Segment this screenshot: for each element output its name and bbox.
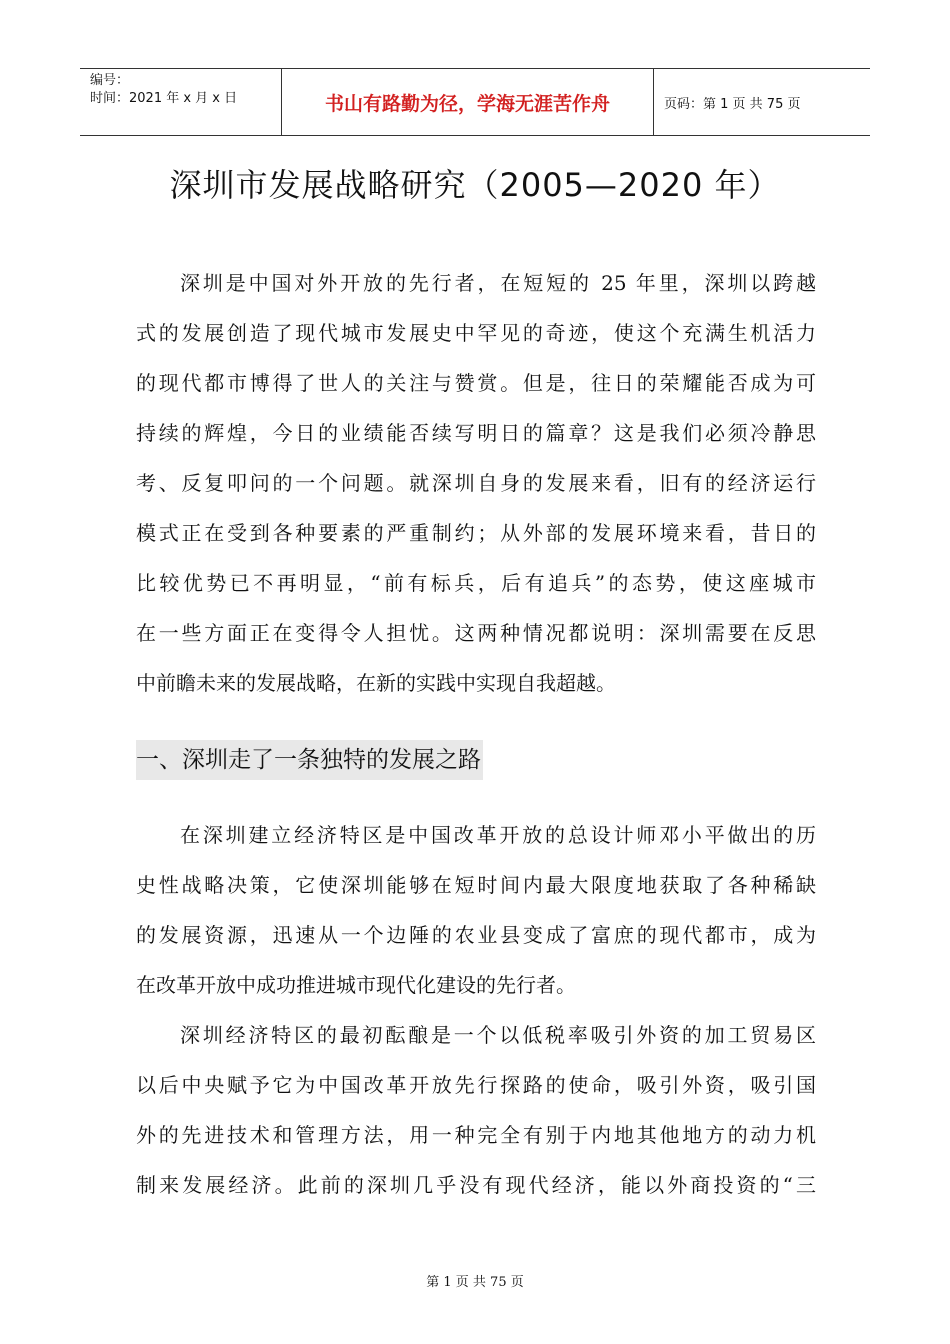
header-page-cell xyxy=(654,69,870,135)
paragraph-line: 式的发展创造了现代城市发展史中罕见的奇迹，使这个充满生机活力 xyxy=(136,321,816,345)
paragraph-line: 在一些方面正在变得令人担忧。这两种情况都说明：深圳需要在反思 xyxy=(136,621,816,645)
paragraph-line: 持续的辉煌，今日的业绩能否续写明日的篇章？这是我们必须冷静思 xyxy=(136,421,816,445)
paragraph-line: 深圳经济特区的最初酝酿是一个以低税率吸引外资的加工贸易区 xyxy=(180,1023,816,1047)
section-heading: 一、深圳走了一条独特的发展之路 xyxy=(136,740,483,780)
header-motto: 书山有路勤为径，学海无涯苦作舟 xyxy=(324,92,610,115)
paragraph-line: 考、反复叩问的一个问题。就深圳自身的发展来看，旧有的经济运行 xyxy=(136,471,816,495)
paragraph-line: 史性战略决策，它使深圳能够在短时间内最大限度地获取了各种稀缺 xyxy=(136,873,816,897)
intro-paragraph xyxy=(136,258,816,708)
paragraph-line: 制来发展经济。此前的深圳几乎没有现代经济，能以外商投资的“三 xyxy=(136,1173,816,1197)
paragraph-line: 深圳是中国对外开放的先行者，在短短的 25 年里，深圳以跨越 xyxy=(180,271,816,295)
section1-paragraph-1 xyxy=(136,810,816,1010)
paragraph-line: 在深圳建立经济特区是中国改革开放的总设计师邓小平做出的历 xyxy=(180,823,816,847)
document-title: 深圳市发展战略研究（2005—2020 年） xyxy=(169,166,781,204)
document-date-label: 时间：2021 年 x 月 x 日 xyxy=(90,91,238,106)
paragraph-line: 比较优势已不再明显，“前有标兵，后有追兵”的态势，使这座城市 xyxy=(136,571,816,595)
section1-paragraph-2 xyxy=(136,1010,816,1210)
paragraph-line: 以后中央赋予它为中国改革开放先行探路的使命，吸引外资，吸引国 xyxy=(136,1073,816,1097)
paragraph-line: 在改革开放中成功推进城市现代化建设的先行者。 xyxy=(136,973,576,997)
header-motto-cell xyxy=(282,69,654,135)
paragraph-line: 模式正在受到各种要素的严重制约；从外部的发展环境来看，昔日的 xyxy=(136,521,816,545)
document-number-label: 编号： xyxy=(90,73,130,88)
document-header xyxy=(80,68,870,136)
paragraph-line: 中前瞻未来的发展战略，在新的实践中实现自我超越。 xyxy=(136,671,616,695)
header-page-code: 页码：第 1 页 共 75 页 xyxy=(664,96,801,112)
paragraph-line: 的发展资源，迅速从一个边陲的农业县变成了富庶的现代都市，成为 xyxy=(136,923,816,947)
paragraph-line: 外的先进技术和管理方法，用一种完全有别于内地其他地方的动力机 xyxy=(136,1123,816,1147)
header-meta-cell xyxy=(80,69,282,135)
page-footer: 第 1 页 共 75 页 xyxy=(426,1275,524,1290)
paragraph-line: 的现代都市博得了世人的关注与赞赏。但是，往日的荣耀能否成为可 xyxy=(136,371,816,395)
